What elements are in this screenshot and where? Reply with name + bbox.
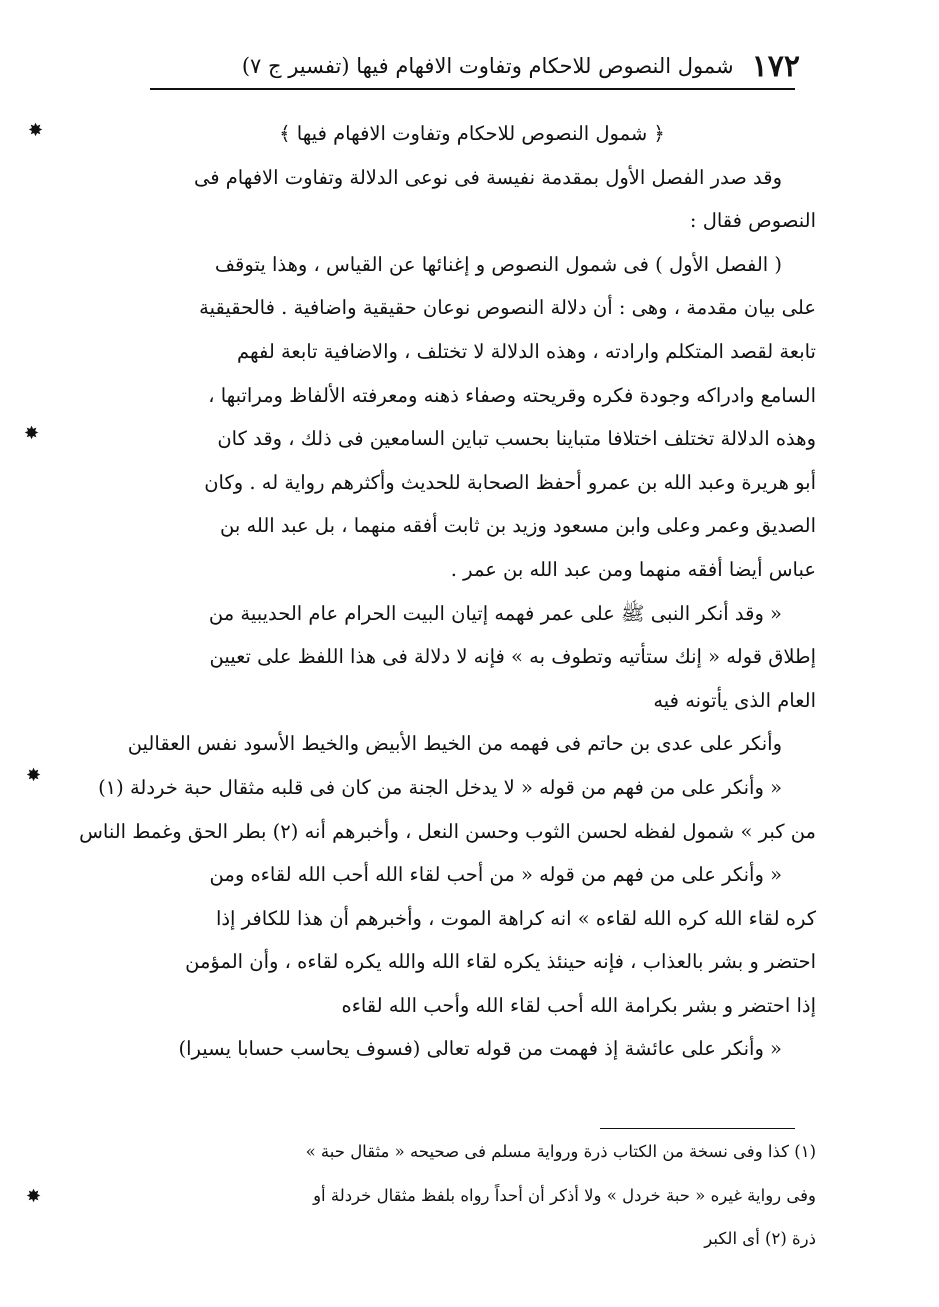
text-line: « وأنكر على من فهم من قوله « لا يدخل الجنة من كان فى قلبه مثقال حبة خردلة (١) xyxy=(98,775,782,799)
text-line: النصوص فقال : xyxy=(689,209,816,233)
text-line: تابعة لقصد المتكلم وارادته ، وهذه الدلالة لا تختلف ، والاضافية تابعة لفهم xyxy=(236,339,816,363)
main-text xyxy=(79,112,816,1071)
text-line: إطلاق قوله « إنك ستأتيه وتطوف به » فإنه لا دلالة فى هذا اللفظ على تعيين xyxy=(209,645,816,669)
text-line: على بيان مقدمة ، وهى : أن دلالة النصوص نوعان حقيقية واضافية . فالحقيقية xyxy=(199,296,816,320)
running-title: شمول النصوص للاحكام وتفاوت الافهام فيها (تفسير ج ٧) xyxy=(241,54,734,78)
text-line: عباس أيضا أفقه منهما ومن عبد الله بن عمر . xyxy=(450,557,816,581)
footnote-line: (١) كذا وفى نسخة من الكتاب ذرة ورواية مسلم فى صحيحه « مثقال حبة » xyxy=(305,1142,816,1161)
text-line: السامع وادراكه وجودة فكره وقريحته وصفاء ذهنه ومعرفته الألفاظ ومراتبها ، xyxy=(208,383,816,407)
text-line: العام الذى يأتونه فيه xyxy=(653,688,816,712)
footnote-line: وفى رواية غيره « حبة خردل » ولا أذكر أن أحداً رواه بلفظ مثقال خردلة أو xyxy=(313,1185,816,1205)
text-line: وأنكر على عدى بن حاتم فى فهمه من الخيط الأبيض والخيط الأسود نفس العقالين xyxy=(127,732,782,756)
text-line: « وأنكر على من فهم من قوله « من أحب لقاء الله أحب الله لقاءه ومن xyxy=(209,863,782,887)
scan-mark-icon: ✸ xyxy=(28,120,44,141)
text-line: وهذه الدلالة تختلف اختلافا متباينا بحسب تباين السامعين فى ذلك ، وقد كان xyxy=(217,427,816,451)
text-line: « وقد أنكر النبى ﷺ على عمر فهمه إتيان البيت الحرام عام الحديبية من xyxy=(208,601,782,625)
text-line: إذا احتضر و بشر بكرامة الله أحب لقاء الله وأحب الله لقاءه xyxy=(341,993,816,1017)
text-line: ( الفصل الأول ) فى شمول النصوص و إغنائها عن القياس ، وهذا يتوقف xyxy=(214,252,782,276)
footnotes xyxy=(128,1132,816,1263)
header-rule xyxy=(150,88,795,90)
text-line: « وأنكر على عائشة إذ فهمت من قوله تعالى (فسوف يحاسب حسابا يسيرا) xyxy=(178,1037,782,1061)
scan-mark-icon: ✸ xyxy=(24,423,40,444)
page-number: ١٧٢ xyxy=(751,48,800,84)
text-line: الصديق وعمر وعلى وابن مسعود وزيد بن ثابت أفقه منهما ، بل عبد الله بن xyxy=(219,514,816,538)
text-line: من كبر » شمول لفظه لحسن الثوب وحسن النعل ، وأخبرهم أنه (٢) بطر الحق وغمط الناس xyxy=(79,819,816,843)
page-header xyxy=(150,46,800,86)
footnote-rule xyxy=(600,1128,795,1129)
section-title: ﴿ شمول النصوص للاحكام وتفاوت الافهام فيها ﴾ xyxy=(279,122,665,145)
scan-mark-icon: ✸ xyxy=(26,765,42,786)
scan-mark-icon: ✸ xyxy=(26,1186,42,1207)
text-line: أبو هريرة وعبد الله بن عمرو أحفظ الصحابة للحديث وأكثرهم رواية له . وكان xyxy=(204,470,816,494)
text-line: وقد صدر الفصل الأول بمقدمة نفيسة فى نوعى الدلالة وتفاوت الافهام فى xyxy=(193,165,782,189)
text-line: كره لقاء الله كره الله لقاءه » انه كراهة الموت ، وأخبرهم أن هذا للكافر إذا xyxy=(215,906,816,930)
text-line: احتضر و بشر بالعذاب ، فإنه حينئذ يكره لقاء الله والله يكره لقاءه ، وأن المؤمن xyxy=(185,950,816,974)
footnote-line: ذرة (٢) أى الكبر xyxy=(704,1229,816,1249)
